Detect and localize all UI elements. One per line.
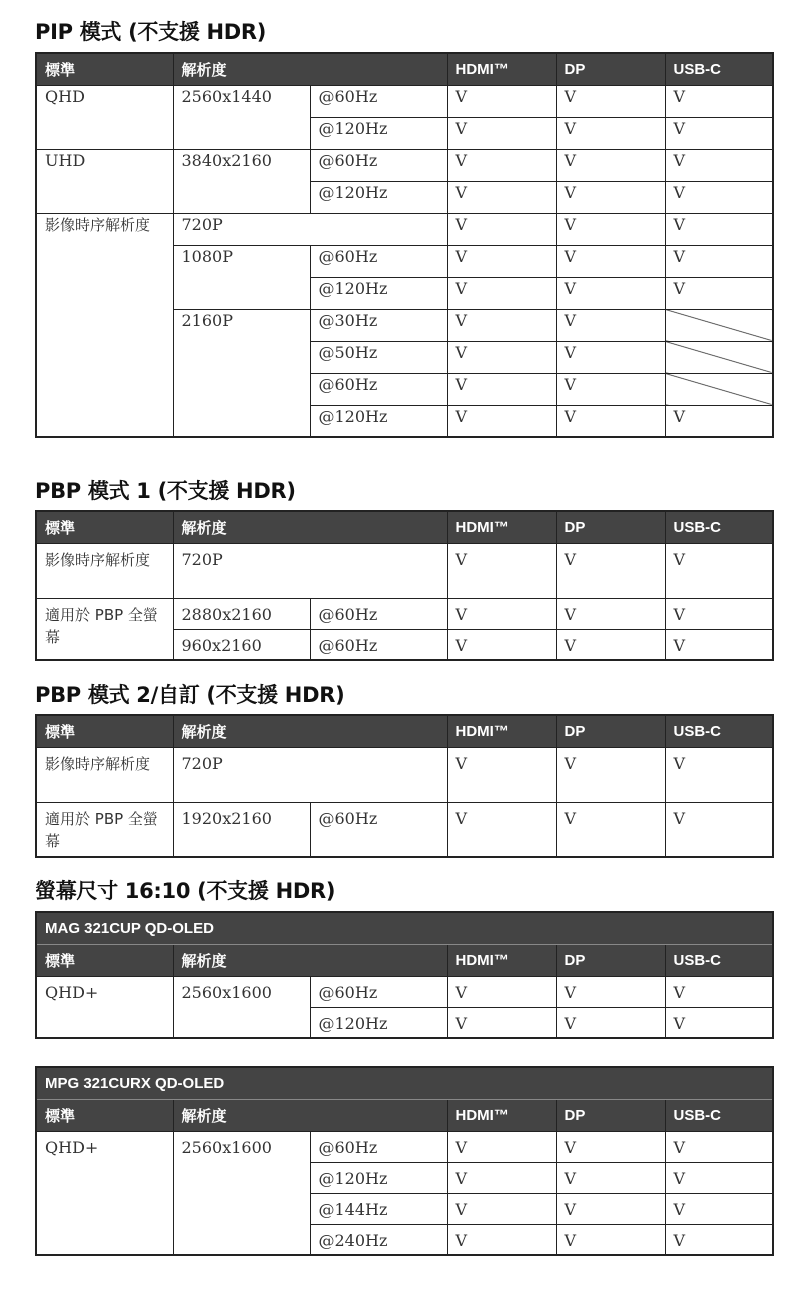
resolution-cell: 720P <box>173 747 447 802</box>
resolution-cell: 720P <box>173 543 447 598</box>
refresh-cell: @144Hz <box>310 1193 447 1224</box>
header-usbc: USB-C <box>665 1099 773 1131</box>
header-hdmi: HDMI™ <box>447 511 556 543</box>
refresh-cell: @50Hz <box>310 341 447 373</box>
hdmi-support: V <box>447 1131 556 1162</box>
usbc-support: V <box>665 1131 773 1162</box>
usbc-support: V <box>665 245 773 277</box>
refresh-cell: @60Hz <box>310 1131 447 1162</box>
ratio-section-title: 螢幕尺寸 16:10 (不支援 HDR) <box>35 879 336 903</box>
usbc-support: V <box>665 277 773 309</box>
usbc-support: V <box>665 85 773 117</box>
header-usbc: USB-C <box>665 511 773 543</box>
usbc-support: V <box>665 213 773 245</box>
hdmi-support: V <box>447 1007 556 1038</box>
refresh-cell: @30Hz <box>310 309 447 341</box>
header-standard: 標準 <box>36 511 173 543</box>
table-header-row <box>36 1099 773 1131</box>
refresh-cell: @120Hz <box>310 181 447 213</box>
dp-support: V <box>556 341 665 373</box>
table-header-row <box>36 715 773 747</box>
table-row <box>36 802 773 857</box>
usbc-support: V <box>665 405 773 437</box>
header-standard: 標準 <box>36 1099 173 1131</box>
header-resolution: 解析度 <box>173 715 447 747</box>
refresh-cell: @60Hz <box>310 802 447 857</box>
header-usbc: USB-C <box>665 715 773 747</box>
header-usbc: USB-C <box>665 53 773 85</box>
usbc-support: V <box>665 181 773 213</box>
resolution-cell: 3840x2160 <box>173 149 310 213</box>
header-dp: DP <box>556 511 665 543</box>
standard-cell: QHD <box>36 85 173 149</box>
resolution-cell: 1080P <box>173 245 310 309</box>
hdmi-support: V <box>447 245 556 277</box>
hdmi-support: V <box>447 747 556 802</box>
table-row <box>36 213 773 245</box>
hdmi-support: V <box>447 598 556 629</box>
usbc-support: V <box>665 802 773 857</box>
resolution-cell: 2560x1440 <box>173 85 310 149</box>
hdmi-support: V <box>447 629 556 660</box>
hdmi-support: V <box>447 373 556 405</box>
resolution-cell: 2560x1600 <box>173 976 310 1038</box>
standard-cell: 適用於 PBP 全螢幕 <box>36 802 173 857</box>
usbc-support: V <box>665 747 773 802</box>
dp-support: V <box>556 1162 665 1193</box>
header-dp: DP <box>556 1099 665 1131</box>
hdmi-support: V <box>447 1224 556 1255</box>
table-header-row <box>36 944 773 976</box>
hdmi-support: V <box>447 405 556 437</box>
dp-support: V <box>556 976 665 1007</box>
table-row <box>36 543 773 598</box>
header-usbc: USB-C <box>665 944 773 976</box>
usbc-not-supported <box>665 341 773 373</box>
resolution-cell: 2560x1600 <box>173 1131 310 1255</box>
resolution-cell: 720P <box>173 213 447 245</box>
pbp2-table <box>35 714 774 858</box>
hdmi-support: V <box>447 976 556 1007</box>
refresh-cell: @60Hz <box>310 976 447 1007</box>
header-resolution: 解析度 <box>173 1099 447 1131</box>
usbc-support: V <box>665 1193 773 1224</box>
refresh-cell: @60Hz <box>310 85 447 117</box>
usbc-support: V <box>665 1162 773 1193</box>
refresh-cell: @120Hz <box>310 1007 447 1038</box>
usbc-support: V <box>665 598 773 629</box>
pbp2-section-title: PBP 模式 2/自訂 (不支援 HDR) <box>35 683 345 707</box>
usbc-support: V <box>665 1224 773 1255</box>
pbp1-table <box>35 510 774 661</box>
refresh-cell: @60Hz <box>310 373 447 405</box>
header-standard: 標準 <box>36 944 173 976</box>
hdmi-support: V <box>447 213 556 245</box>
header-hdmi: HDMI™ <box>447 944 556 976</box>
dp-support: V <box>556 277 665 309</box>
hdmi-support: V <box>447 85 556 117</box>
mpg321curx-table <box>35 1066 774 1256</box>
resolution-cell: 2880x2160 <box>173 598 310 629</box>
hdmi-support: V <box>447 1162 556 1193</box>
refresh-cell: @60Hz <box>310 245 447 277</box>
pbp1-section-title: PBP 模式 1 (不支援 HDR) <box>35 479 296 503</box>
usbc-not-supported <box>665 373 773 405</box>
standard-cell: 影像時序解析度 <box>36 213 173 437</box>
refresh-cell: @120Hz <box>310 405 447 437</box>
pip-table <box>35 52 774 438</box>
refresh-cell: @60Hz <box>310 598 447 629</box>
resolution-cell: 960x2160 <box>173 629 310 660</box>
header-resolution: 解析度 <box>173 511 447 543</box>
model-name: MPG 321CURX QD-OLED <box>36 1067 773 1099</box>
usbc-support: V <box>665 117 773 149</box>
refresh-cell: @60Hz <box>310 629 447 660</box>
dp-support: V <box>556 1007 665 1038</box>
table-header-row <box>36 53 773 85</box>
hdmi-support: V <box>447 117 556 149</box>
dp-support: V <box>556 1193 665 1224</box>
standard-cell: UHD <box>36 149 173 213</box>
dp-support: V <box>556 598 665 629</box>
standard-cell: 適用於 PBP 全螢幕 <box>36 598 173 660</box>
dp-support: V <box>556 802 665 857</box>
hdmi-support: V <box>447 149 556 181</box>
dp-support: V <box>556 543 665 598</box>
dp-support: V <box>556 181 665 213</box>
pip-section-title: PIP 模式 (不支援 HDR) <box>35 20 267 44</box>
dp-support: V <box>556 1224 665 1255</box>
header-hdmi: HDMI™ <box>447 53 556 85</box>
header-dp: DP <box>556 715 665 747</box>
refresh-cell: @120Hz <box>310 277 447 309</box>
hdmi-support: V <box>447 543 556 598</box>
table-row <box>36 976 773 1007</box>
hdmi-support: V <box>447 1193 556 1224</box>
usbc-support: V <box>665 149 773 181</box>
usbc-support: V <box>665 1007 773 1038</box>
table-row <box>36 149 773 181</box>
dp-support: V <box>556 629 665 660</box>
dp-support: V <box>556 747 665 802</box>
dp-support: V <box>556 149 665 181</box>
dp-support: V <box>556 309 665 341</box>
dp-support: V <box>556 373 665 405</box>
dp-support: V <box>556 1131 665 1162</box>
dp-support: V <box>556 117 665 149</box>
table-row <box>36 598 773 629</box>
table-row <box>36 747 773 802</box>
dp-support: V <box>556 85 665 117</box>
header-hdmi: HDMI™ <box>447 1099 556 1131</box>
standard-cell: QHD+ <box>36 976 173 1038</box>
refresh-cell: @120Hz <box>310 1162 447 1193</box>
hdmi-support: V <box>447 277 556 309</box>
header-dp: DP <box>556 944 665 976</box>
hdmi-support: V <box>447 802 556 857</box>
usbc-not-supported <box>665 309 773 341</box>
refresh-cell: @60Hz <box>310 149 447 181</box>
header-dp: DP <box>556 53 665 85</box>
mag321cup-table <box>35 911 774 1039</box>
dp-support: V <box>556 405 665 437</box>
dp-support: V <box>556 245 665 277</box>
header-standard: 標準 <box>36 53 173 85</box>
standard-cell: 影像時序解析度 <box>36 747 173 802</box>
dp-support: V <box>556 213 665 245</box>
header-resolution: 解析度 <box>173 53 447 85</box>
model-header-row <box>36 912 773 944</box>
usbc-support: V <box>665 629 773 660</box>
table-row <box>36 1131 773 1162</box>
model-name: MAG 321CUP QD-OLED <box>36 912 773 944</box>
standard-cell: 影像時序解析度 <box>36 543 173 598</box>
header-resolution: 解析度 <box>173 944 447 976</box>
header-hdmi: HDMI™ <box>447 715 556 747</box>
hdmi-support: V <box>447 309 556 341</box>
table-header-row <box>36 511 773 543</box>
hdmi-support: V <box>447 341 556 373</box>
table-row <box>36 85 773 117</box>
hdmi-support: V <box>447 181 556 213</box>
resolution-cell: 2160P <box>173 309 310 437</box>
resolution-cell: 1920x2160 <box>173 802 310 857</box>
refresh-cell: @120Hz <box>310 117 447 149</box>
usbc-support: V <box>665 543 773 598</box>
model-header-row <box>36 1067 773 1099</box>
refresh-cell: @240Hz <box>310 1224 447 1255</box>
header-standard: 標準 <box>36 715 173 747</box>
usbc-support: V <box>665 976 773 1007</box>
standard-cell: QHD+ <box>36 1131 173 1255</box>
